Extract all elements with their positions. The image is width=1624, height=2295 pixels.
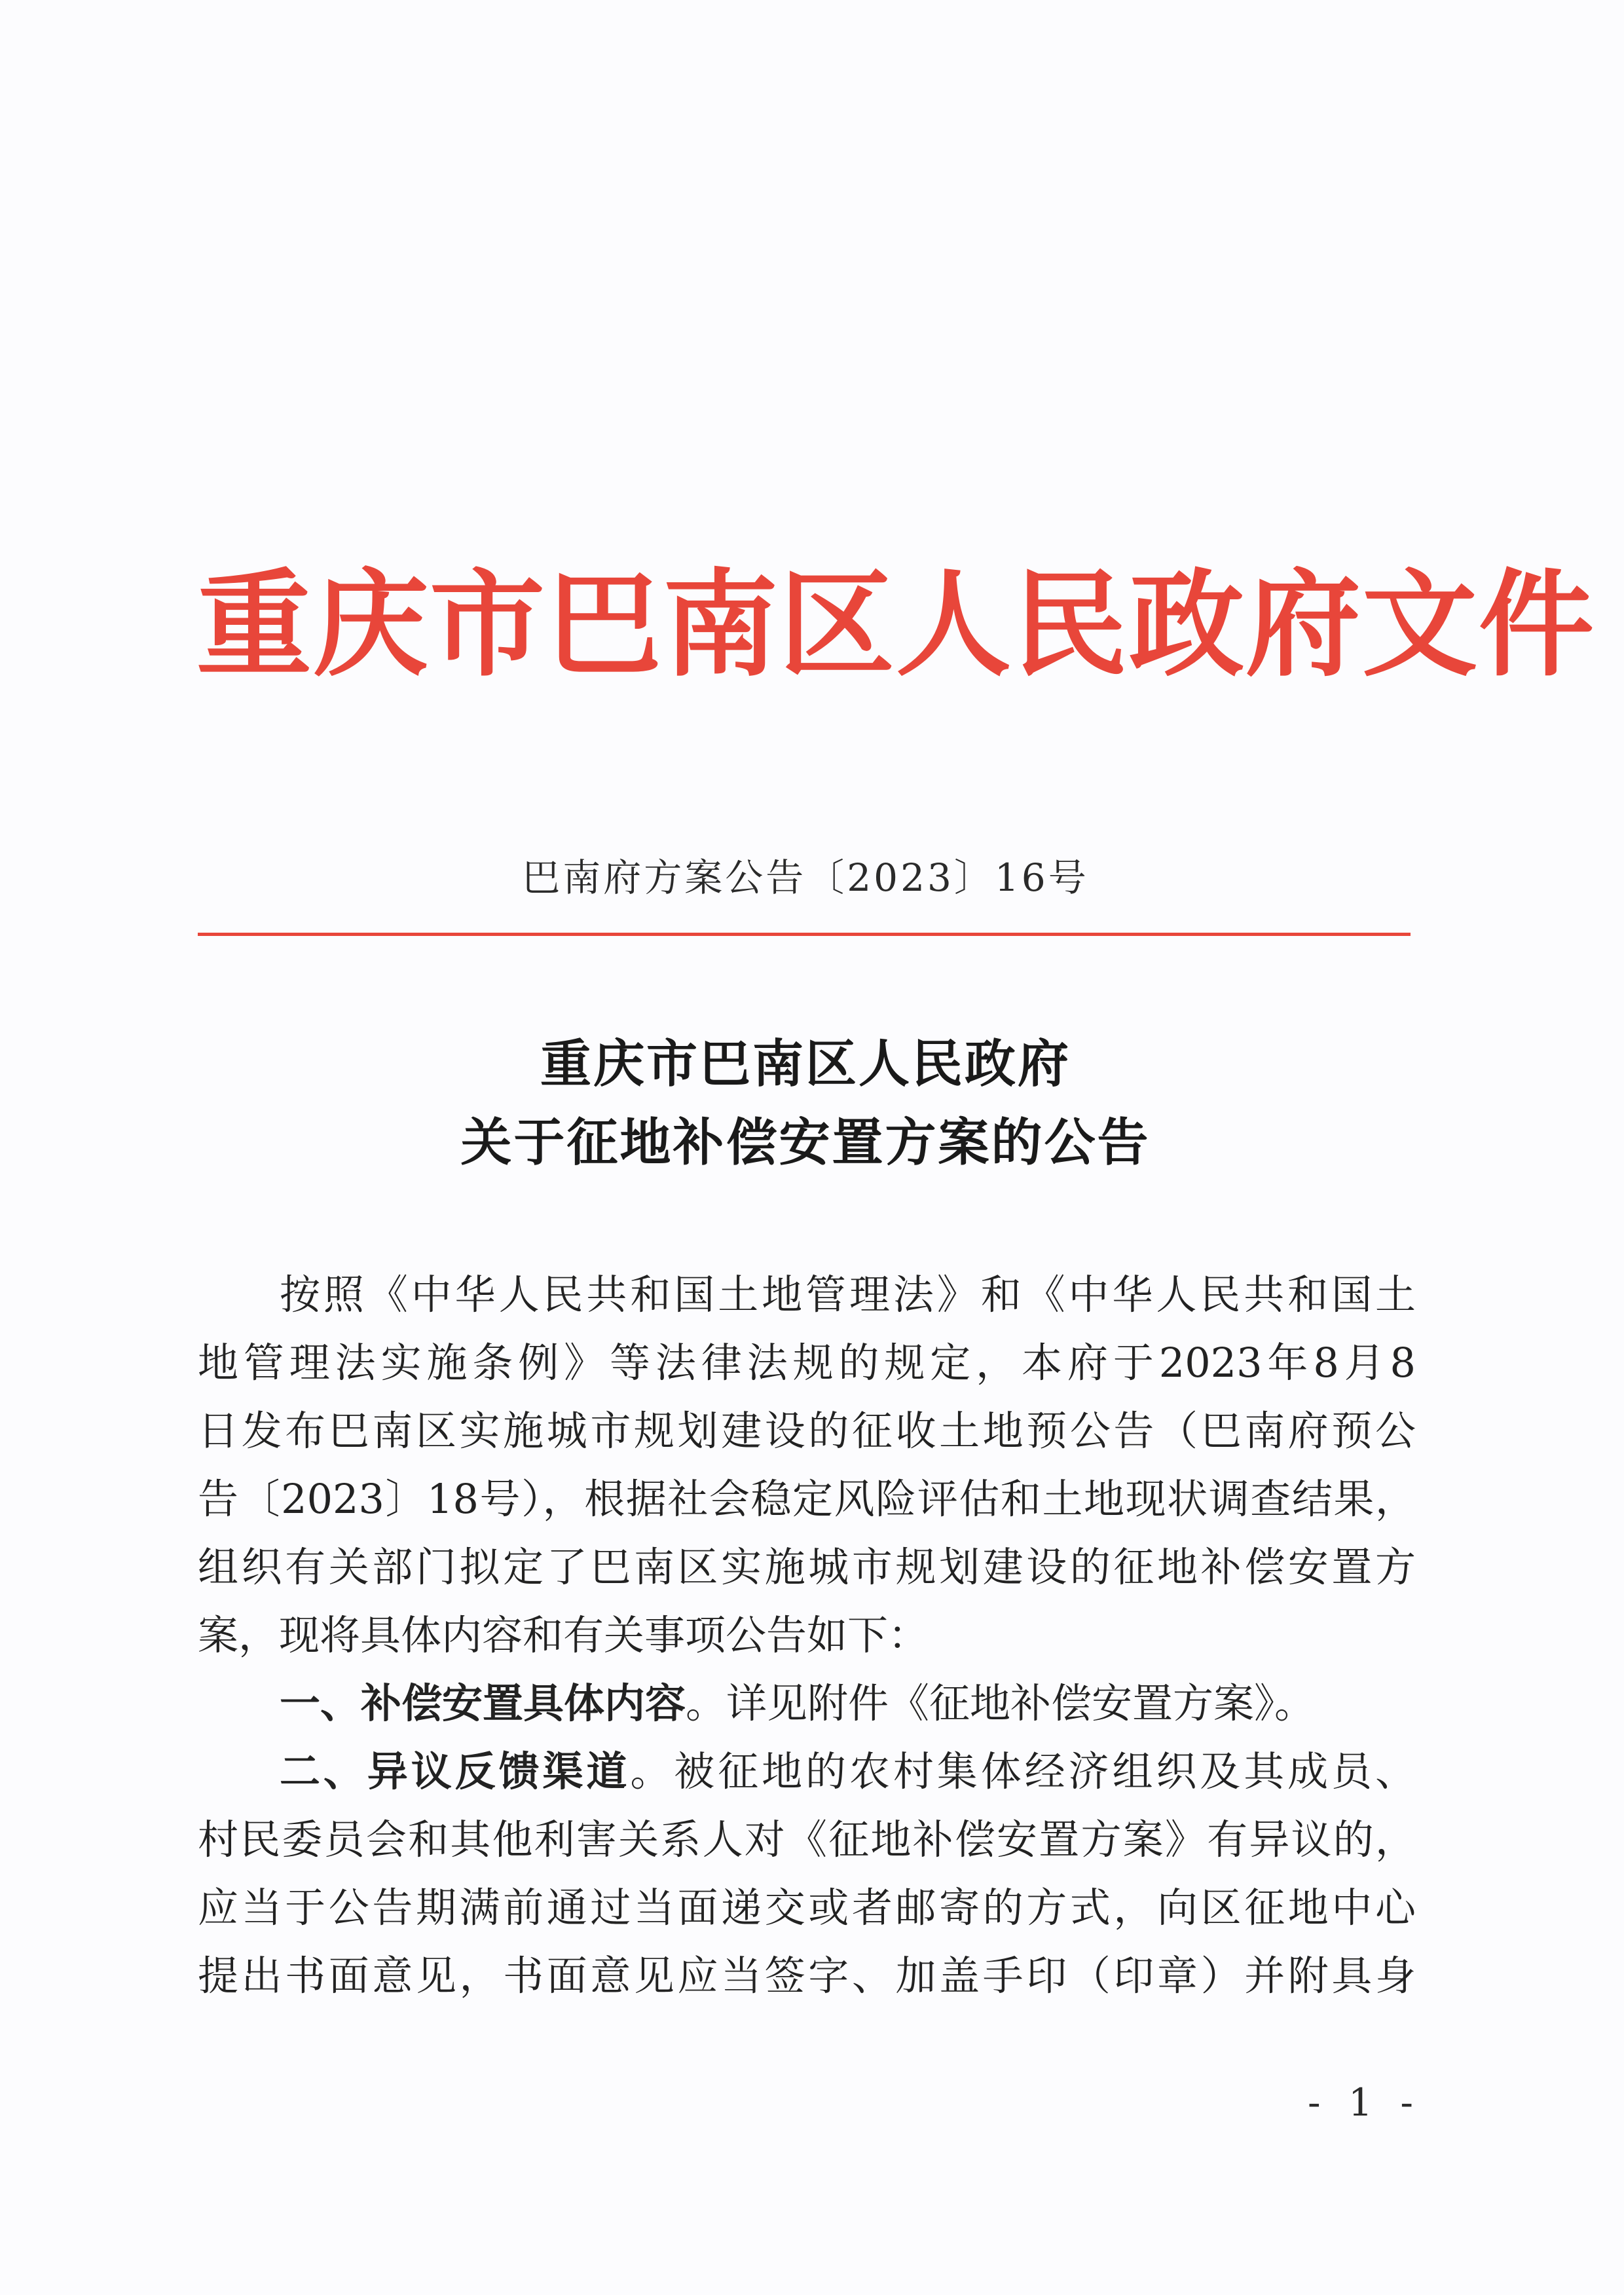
body-line: 按照《中华人民共和国土地管理法》和《中华人民共和国土 bbox=[280, 1271, 1416, 1318]
document-number: 巴南府方案公告〔2023〕16号 bbox=[522, 855, 1089, 900]
section-item-1 bbox=[198, 1670, 1416, 1738]
notice-title-line-1: 重庆市巴南区人民政府 bbox=[540, 1034, 1071, 1094]
body-line: 应当于公告期满前通过当面递交或者邮寄的方式，向区征地中心 bbox=[198, 1884, 1416, 1931]
section-item-1-text: 。详见附件《征地补偿安置方案》。 bbox=[686, 1679, 1316, 1727]
section-item-2-text: 。被征地的农村集体经济组织及其成员、 bbox=[630, 1747, 1416, 1795]
red-divider-line bbox=[198, 933, 1411, 936]
body-line: 日发布巴南区实施城市规划建设的征收土地预公告（巴南府预公 bbox=[198, 1407, 1416, 1455]
notice-title-line-2: 关于征地补偿安置方案的公告 bbox=[460, 1113, 1151, 1172]
masthead-title: 重庆市巴南区人民政府文件 bbox=[196, 558, 1596, 692]
notice-body bbox=[198, 1261, 1416, 2010]
body-line: 村民委员会和其他利害关系人对《征地补偿安置方案》有异议的， bbox=[198, 1816, 1416, 1863]
section-item-2-label: 二、异议反馈渠道 bbox=[280, 1747, 631, 1795]
body-line: 组织有关部门拟定了巴南区实施城市规划建设的征地补偿安置方 bbox=[198, 1543, 1416, 1591]
body-line: 案，现将具体内容和有关事项公告如下： bbox=[198, 1611, 929, 1659]
body-line: 告〔2023〕18号），根据社会稳定风险评估和土地现状调查结果， bbox=[198, 1475, 1416, 1523]
body-line: 地管理法实施条例》等法律法规的规定，本府于2023年8月8 bbox=[198, 1339, 1416, 1387]
page-number: - 1 - bbox=[1308, 2080, 1421, 2125]
body-line: 提出书面意见，书面意见应当签字、加盖手印（印章）并附具身 bbox=[198, 1952, 1416, 2000]
section-item-2 bbox=[198, 1738, 1416, 1806]
section-item-1-label: 一、补偿安置具体内容 bbox=[280, 1679, 686, 1727]
